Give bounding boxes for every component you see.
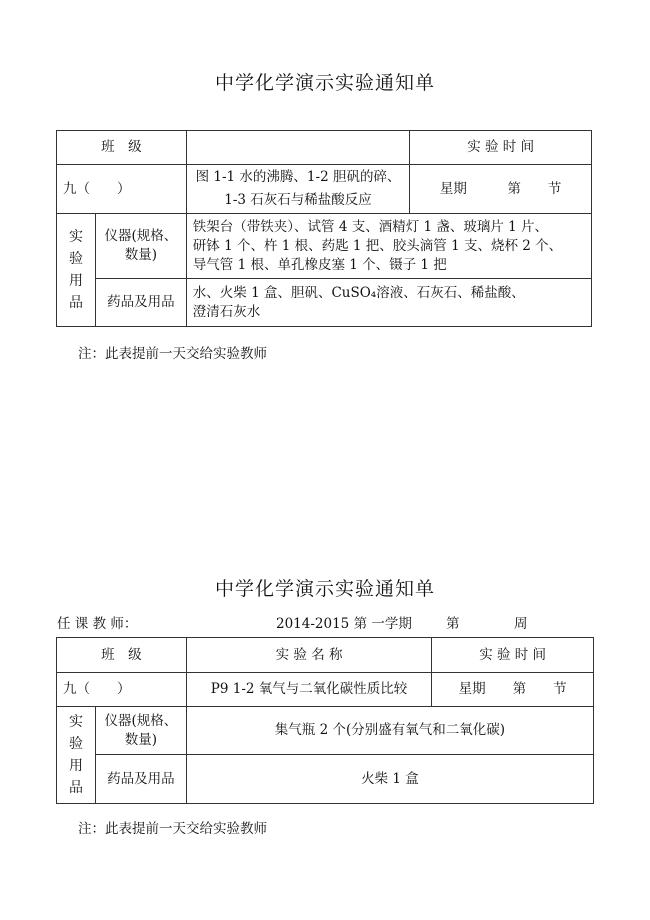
form1-header-class: 班 级 <box>57 131 187 165</box>
form1-group-label: 实 验 用 品 <box>57 214 96 327</box>
form1-instruments-label: 仪器(规格、数量) <box>95 214 186 279</box>
form2-term: 2014-2015 第 一学期 <box>276 616 412 632</box>
form1-class-value: 九（ ） <box>57 165 187 214</box>
form1-table <box>56 130 592 327</box>
form1-header-exp-name <box>186 131 409 165</box>
form1-exp-name <box>186 165 409 214</box>
form2-instruments-label: 仪器(规格、数量) <box>95 707 186 755</box>
form2-header-class: 班 级 <box>57 638 187 673</box>
form2-class-value: 九（ ） <box>57 673 187 707</box>
form1-title: 中学化学演示实验通知单 <box>214 72 435 94</box>
form2-week: 周 <box>514 616 528 632</box>
form1-time-value: 星期 第 节 <box>410 165 592 214</box>
form1-exp-line1: 图 1-1 水的沸腾、1-2 胆矾的碎、 <box>195 169 401 185</box>
form2-teacher-label: 任 课 教 师： <box>57 616 138 632</box>
form2-reagents: 火柴 1 盒 <box>186 755 593 804</box>
form2-header-exp-name: 实 验 名 称 <box>186 638 431 673</box>
form1-reagents: 水、火柴 1 盒、胆矾、CuSO₄溶液、石灰石、稀盐酸、 澄清石灰水 <box>186 279 591 327</box>
form2-table <box>56 637 594 804</box>
form1-header-time: 实 验 时 间 <box>410 131 592 165</box>
form2-instruments: 集气瓶 2 个(分别盛有氧气和二氧化碳) <box>186 707 593 755</box>
form2-header-time: 实 验 时 间 <box>432 638 594 673</box>
form1-instruments: 铁架台（带铁夹）、试管 4 支、酒精灯 1 盏、玻璃片 1 片、 研钵 1 个、杵 1 根、药匙 1 把、胶头滴管 1 支、烧杯 2 个、 导气管 1 根、单孔橡皮塞 1 个、镊子 1 把 <box>186 214 591 279</box>
form2-note: 注：此表提前一天交给实验教师 <box>78 821 267 837</box>
form2-exp-name: P9 1-2 氧气与二氧化碳性质比较 <box>186 673 431 707</box>
form2-week-no: 第 <box>446 616 460 632</box>
form2-title: 中学化学演示实验通知单 <box>214 578 435 600</box>
form2-group-label: 实 验 用 品 <box>57 707 96 804</box>
form1-reagents-label: 药品及用品 <box>95 279 186 327</box>
form1-exp-line2: 1-3 石灰石与稀盐酸反应 <box>224 192 372 208</box>
form2-reagents-label: 药品及用品 <box>95 755 186 804</box>
form1-note: 注：此表提前一天交给实验教师 <box>78 346 267 362</box>
form2-time-value: 星期 第 节 <box>432 673 594 707</box>
